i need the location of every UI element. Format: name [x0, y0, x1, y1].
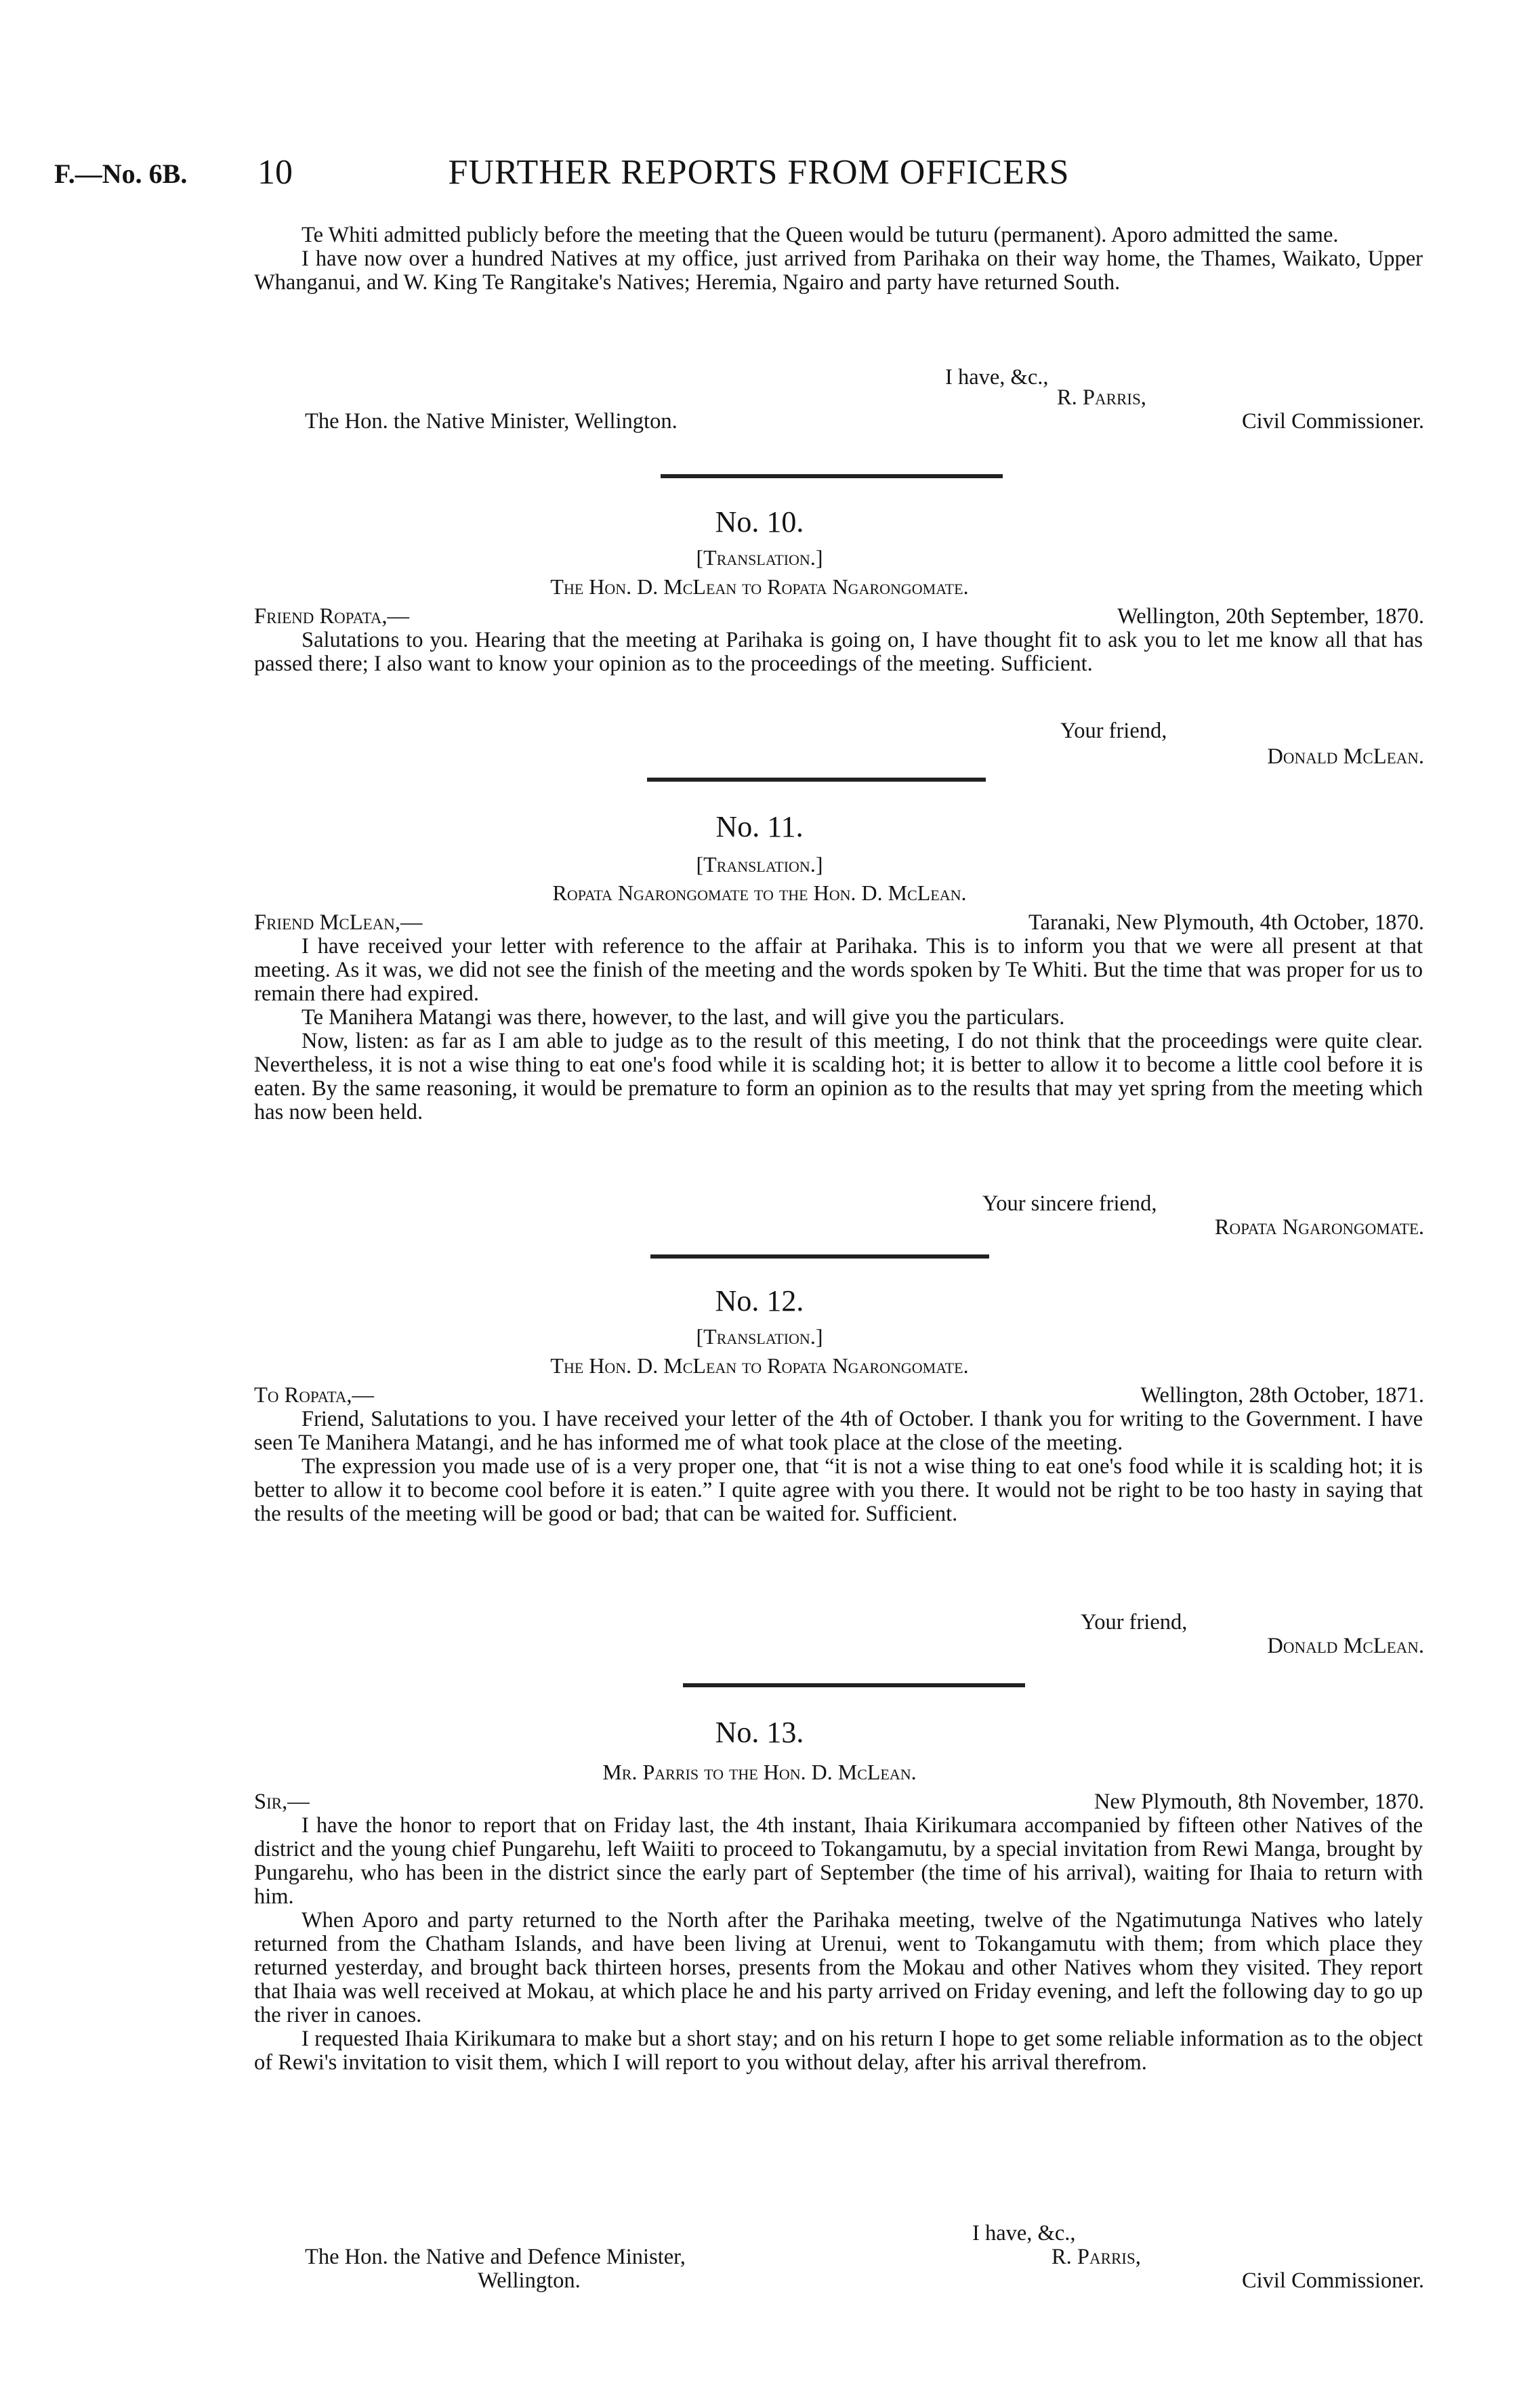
paragraph: Friend, Salutations to you. I have received your letter of the 4th of October. I thank you for writing to the Government. I have seen Te Manihera Matangi, and he has informed me of what took place at the close of the meeting.	[254, 1407, 1423, 1455]
closing: Your friend,	[1081, 1610, 1188, 1634]
paragraph: Te Whiti admitted publicly before the meeting that the Queen would be tuturu (permanent). Aporo admitted the same.	[301, 223, 1339, 247]
translation-note: [Translation.]	[696, 545, 823, 570]
signature-title: Civil Commissioner.	[1241, 2268, 1424, 2293]
letter-number: No. 11.	[715, 810, 804, 843]
addressee-city: Wellington.	[478, 2268, 581, 2293]
letter-number: No. 13.	[715, 1716, 804, 1749]
closing: Your sincere friend,	[982, 1191, 1157, 1216]
letter-body	[254, 629, 1423, 676]
salutation: To Ropata,—	[254, 1383, 375, 1408]
signature-title: Civil Commissioner.	[1241, 409, 1424, 434]
divider	[683, 1683, 1025, 1687]
continued-letter-body	[254, 224, 1423, 295]
place-date: Wellington, 20th September, 1870.	[1117, 604, 1424, 629]
signature: R. Parris,	[1052, 2245, 1141, 2269]
closing: I have, &c.,	[945, 365, 1049, 389]
salutation: Friend McLean,—	[254, 910, 423, 935]
translation-note: [Translation.]	[696, 1324, 823, 1349]
letter-body	[254, 1408, 1423, 1526]
translation-note: [Translation.]	[696, 852, 823, 876]
paragraph: I have received your letter with reference to the affair at Parihaka. This is to inform you that we were all present at that meeting. As it was, we did not see the finish of the meeting and the words spoken by Te Whiti. But the time that was proper for us to remain there had expired.	[254, 934, 1423, 1006]
page-header	[54, 152, 1463, 200]
paragraph: I requested Ihaia Kirikumara to make but a short stay; and on his return I hope to get some reliable information as to the object of Rewi's invitation to visit them, which I will report to you without delay, after his arrival therefrom.	[254, 2027, 1423, 2075]
signature: Donald McLean.	[1267, 1634, 1424, 1658]
page-title: FURTHER REPORTS FROM OFFICERS	[448, 153, 1070, 192]
letter-body	[254, 935, 1423, 1124]
paragraph: I have the honor to report that on Friday last, the 4th instant, Ihaia Kirikumara accompanied by fifteen other Natives of the district and the young chief Pungarehu, left Waiiti to proceed to Tokangamutu, by a special invitation from Rewi Manga, brought by Pungarehu, who has been in the district since the early part of September (the time of his arrival), waiting for Ihaia to return with him.	[254, 1813, 1423, 1909]
salutation: Friend Ropata,—	[254, 604, 409, 629]
closing: I have, &c.,	[972, 2221, 1076, 2245]
paragraph: I have now over a hundred Natives at my office, just arrived from Parihaka on their way home, the Thames, Waikato, Upper Whanganui, and W. King Te Rangitake's Natives; Heremia, Ngairo and party have returned South.	[254, 247, 1423, 295]
addressee: The Hon. the Native Minister, Wellington.	[305, 409, 678, 434]
divider	[661, 474, 1003, 478]
paragraph: Te Manihera Matangi was there, however, to the last, and will give you the particulars.	[301, 1005, 1065, 1030]
document-reference: F.—No. 6B.	[54, 159, 188, 189]
paragraph: Salutations to you. Hearing that the meeting at Parihaka is going on, I have thought fit to ask you to let me know all that has passed there; I also want to know your opinion as to the proceedings of the meeting. Sufficient.	[254, 628, 1423, 676]
letter-from-to: Mr. Parris to the Hon. D. McLean.	[602, 1760, 917, 1784]
letter-from-to: The Hon. D. McLean to Ropata Ngarongomate.	[550, 574, 969, 599]
letter-from-to: Ropata Ngarongomate to the Hon. D. McLean.	[552, 881, 967, 905]
paragraph: Now, listen: as far as I am able to judge as to the result of this meeting, I do not think that the proceedings were quite clear. Nevertheless, it is not a wise thing to eat one's food while it is scalding hot; it is better to allow it to become a little cool before it is eaten. By the same reasoning, it would be premature to form an opinion as to the results that may yet spring from the meeting which has now been held.	[254, 1029, 1423, 1124]
closing: Your friend,	[1060, 719, 1167, 743]
divider	[650, 1254, 989, 1259]
paragraph: When Aporo and party returned to the North after the Parihaka meeting, twelve of the Ngatimutunga Natives who lately returned from the Chatham Islands, and have been living at Urenui, went to Tokangamutu with them; from which place they returned yesterday, and brought back thirteen horses, presents from the Mokau and other Natives whom they visited. They report that Ihaia was well received at Mokau, at which place he and his party arrived on Friday evening, and left the following day to go up the river in canoes.	[254, 1908, 1423, 2027]
signature: Ropata Ngarongomate.	[1214, 1215, 1424, 1240]
letter-number: No. 12.	[715, 1284, 804, 1317]
signature: Donald McLean.	[1267, 744, 1424, 769]
letter-number: No. 10.	[715, 505, 804, 538]
place-date: New Plymouth, 8th November, 1870.	[1094, 1790, 1424, 1814]
place-date: Taranaki, New Plymouth, 4th October, 1870.	[1028, 910, 1424, 935]
letter-body	[254, 1814, 1423, 2075]
divider	[647, 778, 986, 782]
paragraph: The expression you made use of is a very proper one, that “it is not a wise thing to eat one's food while it is scalding hot; it is better to allow it to become cool before it is eaten.” I quite agree with you there. It would not be right to be too hasty in saying that the results of the meeting will be good or bad; that can be waited for. Sufficient.	[254, 1454, 1423, 1526]
place-date: Wellington, 28th October, 1871.	[1140, 1383, 1424, 1408]
letter-from-to: The Hon. D. McLean to Ropata Ngarongomate.	[550, 1353, 969, 1378]
page-number: 10	[257, 153, 293, 192]
salutation: Sir,—	[254, 1790, 310, 1814]
signature: R. Parris,	[1057, 385, 1146, 410]
addressee: The Hon. the Native and Defence Minister,	[305, 2245, 686, 2269]
